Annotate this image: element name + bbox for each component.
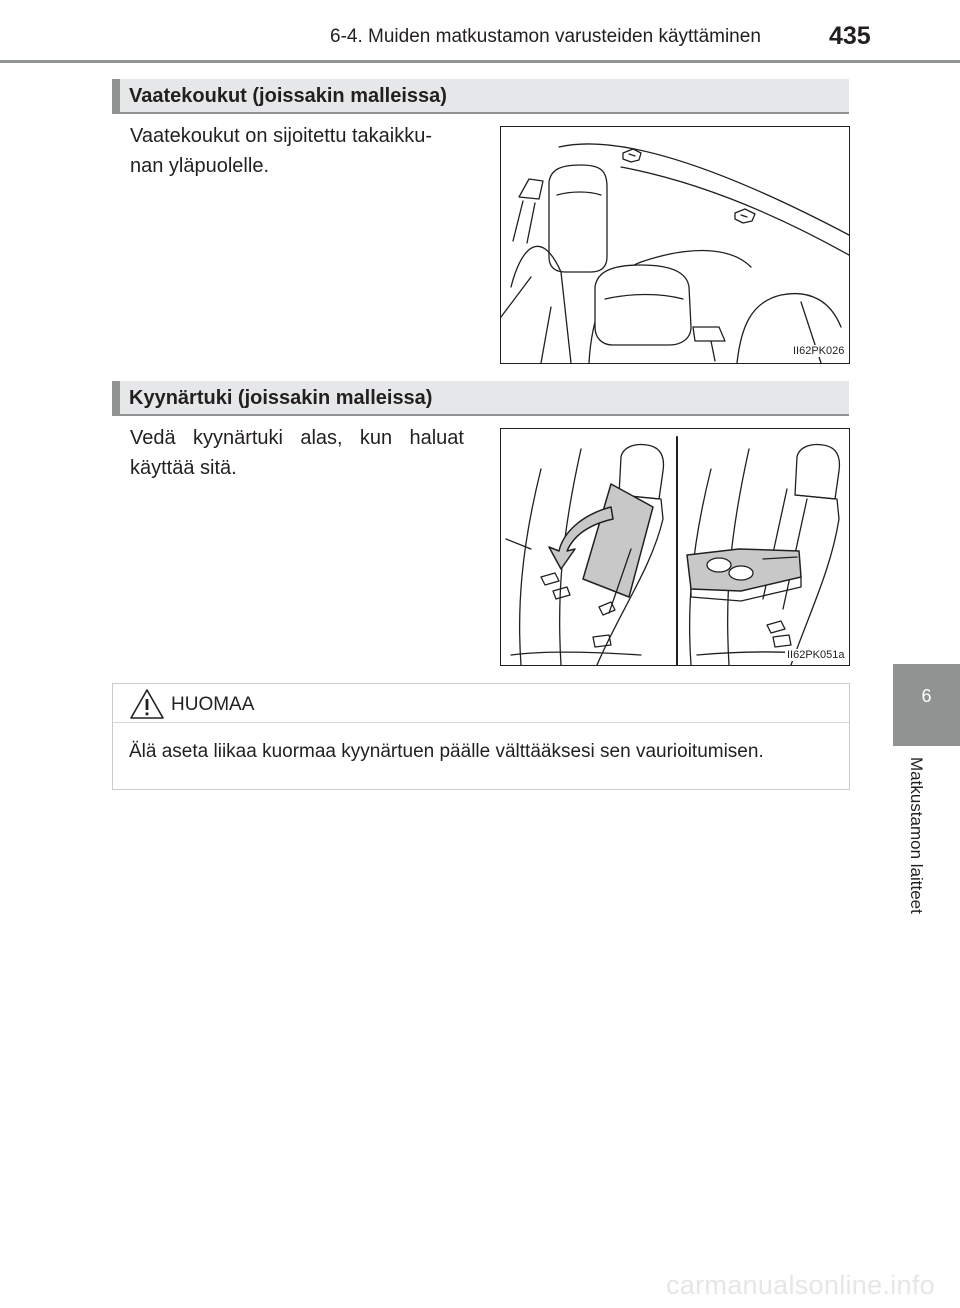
armrest-body-text: Vedä kyynärtuki alas, kun haluat käyttää sitä. [130,427,464,479]
notice-label: HUOMAA [171,694,255,715]
coat-hook-icon [623,149,641,162]
figure-code-coat-hooks: II62PK026 [793,345,845,357]
page-header-title: 6-4. Muiden matkustamon varusteiden käyttäminen [330,26,761,47]
section-heading-bar-armrest [112,381,849,416]
section-heading-armrest: Kyynärtuki (joissakin malleissa) [129,387,433,409]
notice-text: Älä aseta liikaa kuormaa kyynärtuen päälle välttääksesi sen vaurioitumisen. [129,741,764,762]
section-accent [112,79,120,114]
section-heading-coat-hooks: Vaatekoukut (joissakin malleissa) [129,85,447,107]
watermark: carmanualsonline.info [666,1270,935,1300]
section-heading-bar-coat-hooks [112,79,849,114]
armrest-illustration [500,428,850,666]
figure-code-armrest: II62PK051a [787,649,845,661]
coat-hooks-illustration [500,126,850,364]
page-number: 435 [829,22,871,50]
chapter-number: 6 [921,686,932,706]
chapter-side-label: Matkustamon laitteet [907,757,926,914]
armrest-with-cupholders-icon [687,549,801,601]
notice-header [113,684,849,723]
section-accent [112,381,120,416]
coat-hook-icon [735,209,755,223]
header-divider [0,60,960,63]
notice-box [112,683,850,790]
armrest-highlight-shape [583,484,653,597]
chapter-tab [893,664,960,746]
coat-hooks-body-text: Vaatekoukut on sijoitettu takaikku- nan yläpuolelle. [130,125,433,177]
warning-triangle-icon [129,688,165,720]
